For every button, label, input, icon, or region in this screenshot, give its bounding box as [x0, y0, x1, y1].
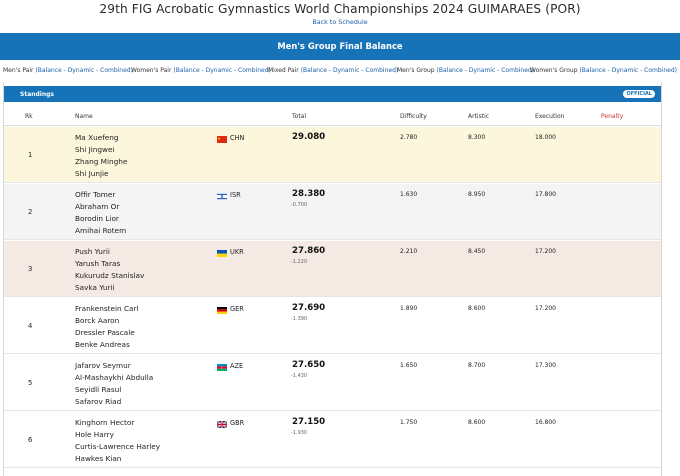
athlete-name: Abraham Or [75, 202, 120, 211]
col-difficulty: Difficulty [400, 113, 427, 120]
table-row [4, 241, 661, 297]
artistic-score: 8.600 [468, 419, 486, 426]
total-score: 29.080 [292, 132, 326, 142]
athlete-names [75, 417, 160, 465]
category-link[interactable]: (Balance - Dynamic - Combined) [173, 67, 271, 74]
germany-flag-icon [217, 307, 227, 314]
standings-label: Standings [20, 91, 54, 98]
noc-code: UKR [230, 248, 244, 256]
athlete-names [75, 303, 139, 351]
category-link[interactable]: (Balance - Dynamic - Combined) [579, 67, 677, 74]
total-difference: -1.220 [291, 259, 308, 265]
athlete-name: Frankenstein Carl [75, 304, 139, 313]
athlete-name: Offir Tomer [75, 190, 116, 199]
col-rank: Rk [25, 113, 33, 120]
col-artistic: Artistic [468, 113, 490, 120]
athlete-name: Seyidli Rasul [75, 385, 122, 394]
category-link[interactable]: (Balance - Dynamic - Combined) [436, 67, 535, 74]
category-label: Mixed Pair [268, 67, 299, 74]
total-score: 27.650 [292, 360, 326, 370]
difficulty-score: 1.650 [400, 362, 418, 369]
table-row [4, 355, 661, 411]
athlete-name: Benke Andreas [75, 340, 130, 349]
athlete-names [75, 246, 144, 294]
rank: 4 [28, 322, 33, 330]
category-mixed-pair [268, 67, 398, 74]
athlete-names [75, 360, 153, 408]
page-title: 29th FIG Acrobatic Gymnastics World Championships 2024 GUIMARAES (POR) [99, 2, 581, 16]
athlete-name: Hole Harry [75, 430, 114, 439]
total-score: 27.690 [292, 303, 326, 313]
total-difference: -0.700 [291, 202, 308, 208]
standings-bar [4, 86, 661, 102]
category-label: Men's Pair [3, 67, 34, 74]
col-name: Name [75, 113, 93, 120]
artistic-score: 8.700 [468, 362, 486, 369]
noc-code: GER [230, 305, 244, 313]
athlete-name: Dressler Pascale [75, 328, 135, 337]
uk-flag-icon [217, 421, 227, 428]
category-womens-pair [131, 67, 271, 74]
athlete-names [75, 132, 127, 180]
athlete-name: Yarush Taras [75, 259, 121, 268]
total-difference: -1.930 [291, 430, 308, 436]
difficulty-score: 1.750 [400, 419, 418, 426]
athlete-name: Safarov Riad [75, 397, 122, 406]
total-score: 27.150 [292, 417, 326, 427]
category-label: Women's Pair [131, 67, 172, 74]
athlete-name: Push Yurii [75, 247, 110, 256]
execution-score: 17.200 [535, 248, 556, 255]
rank: 6 [28, 436, 33, 444]
noc-code: CHN [230, 134, 245, 142]
category-label: Men's Group [397, 67, 435, 74]
official-badge: OFFICIAL [623, 90, 655, 98]
athlete-name: Savka Yurii [75, 283, 115, 292]
artistic-score: 8.950 [468, 191, 486, 198]
execution-score: 17.300 [535, 362, 556, 369]
table-row [4, 184, 661, 240]
athlete-name: Zhang Minghe [75, 157, 128, 166]
table-header [4, 109, 661, 126]
athlete-name: Ma Xuefeng [75, 133, 119, 142]
rank: 3 [28, 265, 33, 273]
total-score: 27.860 [292, 246, 326, 256]
execution-score: 17.800 [535, 191, 556, 198]
azerbaijan-flag-icon [217, 364, 227, 371]
athlete-name: Borck Aaron [75, 316, 120, 325]
col-execution: Execution [535, 113, 565, 120]
rank: 2 [28, 208, 33, 216]
execution-score: 17.200 [535, 305, 556, 312]
category-womens-group [530, 67, 677, 74]
rank: 5 [28, 379, 33, 387]
athlete-name: Jafarov Seymur [75, 361, 131, 370]
artistic-score: 8.300 [468, 134, 486, 141]
ukraine-flag-icon [217, 250, 227, 257]
difficulty-score: 1.890 [400, 305, 418, 312]
rank: 1 [28, 151, 33, 159]
athlete-name: Al-Mashaykhi Abdulla [75, 373, 154, 382]
table-row [4, 127, 661, 183]
execution-score: 16.800 [535, 419, 556, 426]
total-score: 28.380 [292, 189, 326, 199]
athlete-name: Borodin Lior [75, 214, 119, 223]
category-mens-pair [3, 67, 133, 74]
artistic-score: 8.600 [468, 305, 486, 312]
category-link[interactable]: (Balance - Dynamic - Combined) [35, 67, 133, 74]
noc-code: GBR [230, 419, 245, 427]
col-penalty: Penalty [601, 113, 624, 120]
difficulty-score: 2.780 [400, 134, 418, 141]
total-difference: -1.390 [291, 316, 308, 322]
noc-code: AZE [230, 362, 244, 370]
execution-score: 18.000 [535, 134, 556, 141]
category-mens-group [397, 67, 534, 74]
athlete-name: Shi Jingwei [75, 145, 115, 154]
category-nav [0, 64, 680, 77]
table-row [4, 298, 661, 354]
event-banner: Men's Group Final Balance [0, 33, 680, 60]
athlete-name: Curtis-Lawrence Harley [75, 442, 161, 451]
total-difference: -1.430 [291, 373, 308, 379]
col-total: Total [292, 113, 307, 120]
difficulty-score: 2.210 [400, 248, 418, 255]
category-label: Women's Group [530, 67, 578, 74]
table-row [4, 412, 661, 468]
china-flag-icon [217, 136, 227, 143]
israel-flag-icon [217, 193, 227, 200]
athlete-name: Hawkes Kian [75, 454, 122, 463]
athlete-name: Kinghorn Hector [75, 418, 135, 427]
athlete-names [75, 189, 126, 237]
noc-code: ISR [230, 191, 241, 199]
athlete-name: Amihai Rotem [75, 226, 127, 235]
difficulty-score: 1.630 [400, 191, 418, 198]
athlete-name: Kukurudz Stanislav [75, 271, 145, 280]
results-panel [3, 82, 662, 476]
athlete-name: Shi Junjie [75, 169, 109, 178]
artistic-score: 8.450 [468, 248, 486, 255]
category-link[interactable]: (Balance - Dynamic - Combined) [300, 67, 399, 74]
back-to-schedule-link[interactable]: Back to Schedule [312, 18, 368, 26]
